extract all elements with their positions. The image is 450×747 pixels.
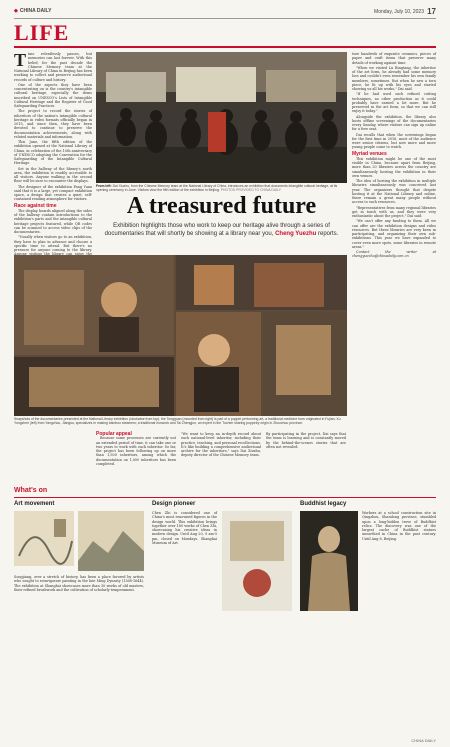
article-column-1 <box>14 52 92 252</box>
paragraph: Alongside the exhibition, the library also hosts offline screenings of the documentaries every Sunday, where visitors can sign up online for a free seat. <box>352 114 436 132</box>
subhead: Popular appeal <box>96 431 132 437</box>
paragraph: One of the aspects they have been concentrating on is the country's intangible cultural heritage, especially the items inscribed on UNESCO's Lists of Intangible Cultural Heritage and the Register of Good Safeguarding Practices. <box>14 82 92 108</box>
paragraph: Set in the hallway of the library's north area, the exhibition is readily accessible to all visitors. Anyone walking in the second floor will be sure to encounter the displays. <box>14 166 92 184</box>
paragraph: Because some processes are currently not an extended period of time, it can take one or two years to work with each inheritor. So far, the project has been following up on more than 1,500 inheritors, among which the documentation on 1,000 inheritors has been completed. <box>96 436 176 466</box>
scroll-painting-image <box>78 511 144 571</box>
buddhist-legacy-text: Workers at a school construction site in Qingzhou, Shandong province, stumbled upon a long-hidden trove of Buddhist relics. The discovery was one of the largest cache of Buddhist statues unearthed in China in the past century. Until Aug 6, Beijing. <box>362 511 436 541</box>
whats-on-label: What's on <box>14 487 48 494</box>
deck-text: Exhibition highlights those who work to keep our heritage alive through a series of documentaries that will shortly be showing at a library near you, <box>104 223 330 237</box>
section-rule <box>14 46 436 48</box>
listing-title: Buddhist legacy <box>300 501 347 507</box>
masthead <box>14 6 436 19</box>
photo-caption-top <box>96 184 347 192</box>
buddhist-legacy-listing <box>300 501 436 510</box>
paragraph: "When we visited Lu Bingtang, the inheritor of the art form, he already had some memory loss and couldn't even remember his own family members, sometimes. But when he saw a torn piece, he lit up with his eyes and started showing us all his works," Dai said. <box>352 65 436 91</box>
paragraph: ime relentlessly passes, but memories can last forever. With this belief, for the past decade the Chinese Memory team at the National Library of China in Beijing has been working to collect and preserve audiovisual records of culture and history. <box>14 52 93 82</box>
contact-line: Contact the writer at chengyuezhu@chinadaily.com.cn <box>352 250 436 259</box>
lower-column-2 <box>181 432 261 482</box>
headline: A treasured future <box>126 193 317 219</box>
documentary-collage-image <box>14 255 347 416</box>
drop-cap: T <box>14 50 27 70</box>
paragraph: "We can't offer any funding to them. All we can offer are the exhibition designs and video resources. But these libraries are very keen in participating, and organizing their own sub-exhibitions. This year we have expanded to cover even more spots, some libraries in remote areas." <box>352 219 436 249</box>
paragraph: "We want to keep an in-depth record about each national-level inheritor, including their practice, teaching, and personal recollections. It's like building a comprehensive audiovisual archive for the inheritors," says Dai Xiuzhu, deputy director of the Chinese Memory team. <box>181 432 261 458</box>
deck <box>96 222 347 238</box>
art-movement-caption: Songjiang, over a stretch of history, has been a place favored by artists who sought to reinvigorate painting in the late Ming Dynasty (1368-1644). The exhibition at Shanghai showcases more than 30 works of old masters, their refined brushwork and the cultivation of scholarly temperament. <box>14 575 144 592</box>
footer-credit: CHINA DAILY <box>411 738 436 743</box>
paragraph: The project to record the stories of inheritors of the nation's intangible cultural heritage in video formats officially began in 2015, and since then, they have been devoted to continue to preserve the documentation achievements, along with related materials and information. <box>14 109 92 139</box>
buddhist-statue-image <box>300 511 358 611</box>
exhibition-photo <box>96 52 347 183</box>
design-pioneer-text: Chen Zhi is considered one of China's most renowned figures in the design world. This exhibition brings together over 180 works of Chen Zhi, showcasing his creative ideas in modern design. Until Aug 20, 9 am-5 pm, closed on Mondays. Shanghai Museum of Art. <box>152 511 217 545</box>
subhead: Race against time <box>14 202 57 209</box>
page-number: 17 <box>427 7 436 16</box>
paragraph: "Representatives from many regional libraries got in touch with us, and they were very enthusiastic about the project," Dai said. <box>352 205 436 218</box>
section-title: LIFE <box>14 20 70 45</box>
paragraph: By participating in the project, Dai says that the team is learning and is constantly moved by the behind-the-scenes stories that are often not revealed. <box>266 432 346 449</box>
paragraph: This exhibition might be one of the most visible in China, because apart from Beijing, more than 20 libraries across the country are simultaneously hosting the exhibition in their own venues. <box>352 156 436 178</box>
paragraph: The display boards aligned along the sides of the hallway contain introductions to the exhibition's parts and the intangible cultural heritage projects featured, while QR codes can be scanned to access video clips of the documentaries. <box>14 208 92 234</box>
paragraph: The idea of hosting the exhibition in multiple libraries simultaneously was conceived last year. The organizers thought that despite hosting it at the National Library and online, there remain a great many people without access to such resources. <box>352 179 436 205</box>
paragraph: This June, the fifth edition of the exhibition opened at the National Library of China, in celebration of the 10th anniversary of UNESCO adopting the Convention for the Safeguarding of the Intangible Cultural Heritage. <box>14 140 92 166</box>
logo-mark-icon: ◆ <box>14 8 18 14</box>
art-movement-listing <box>14 501 144 510</box>
listing-title: Art movement <box>14 501 55 507</box>
design-pioneer-listing <box>152 501 292 510</box>
paragraph: The designer of the exhibition Fang Yuan said that it is a large, yet compact exhibition space, a design that creates a quiet, self-contained reading atmosphere for visitors. <box>14 184 92 202</box>
paper-logo <box>14 8 51 14</box>
article-column-3 <box>352 52 436 414</box>
paragraph: ture hundreds of exquisite ceramics, pieces of paper and craft items that preserve many details of working against time. <box>352 52 436 65</box>
photo-credit: PHOTOS PROVIDED TO CHINA DAILY <box>220 188 281 192</box>
lower-column-1 <box>96 432 176 482</box>
caption-text: Dai Xiuzhu, from the Chinese Memory team at the National Library of China, introduces an exhibition that documents intangible cultural heritage, at its opening ceremony in June. Visitors view the fifth edition of the exhibition in Beijing. <box>96 184 338 192</box>
documentary-snapshots-photo <box>14 255 347 416</box>
deck-tail: reports. <box>317 231 339 237</box>
poster-image <box>222 511 292 611</box>
paper-name: CHINA DAILY <box>19 8 52 14</box>
painting-image <box>14 511 74 566</box>
caption-lead: From left: <box>96 184 112 188</box>
listing-title: Design pioneer <box>152 501 196 507</box>
paragraph: "If he had used such refined cutting techniques, no other production as it could probably have earned a lot more. But he preserved in the art form, so that we can still enjoy it today." <box>352 92 436 114</box>
byline: Cheng Yuezhu <box>275 231 317 237</box>
design-pioneer-image <box>222 511 292 611</box>
art-movement-image <box>14 511 74 566</box>
paragraph: Dai recalls that when the screenings began for the first time in 2016, most of the audience were senior citizens, but now more and more young people come to watch. <box>352 132 436 150</box>
lower-column-3 <box>266 432 346 482</box>
exhibition-photo-image <box>96 52 347 183</box>
paragraph: "Usually when visitors go to an exhibition, they have to plan in advance and choose a specific time to attend. But there's no pressure for anyone coming to the library. <box>14 235 92 252</box>
whats-on-rule <box>14 497 436 498</box>
issue-date: Monday, July 10, 2023 <box>374 9 424 15</box>
subhead: Myriad venues <box>352 150 387 157</box>
design-pioneer-text-2 <box>222 615 292 735</box>
photo-caption-collage: Snapshots of the documentaries presented at the National Library exhibition (clockwise from top): the Tongguan (mounted from right) is part of a puppet performing art, a traditional medicine form originated in Fujian; Xu Yongzhen (left) from Yangzhou, Jiangsu, specializes in making bamboo steamers; a traditional ironwork and Tai Zhengjun, an expert in the Tuchen sharing puppetry origin in Zhuozhou province. <box>14 417 341 425</box>
statue-image <box>300 511 358 611</box>
art-movement-image-2 <box>78 511 144 571</box>
